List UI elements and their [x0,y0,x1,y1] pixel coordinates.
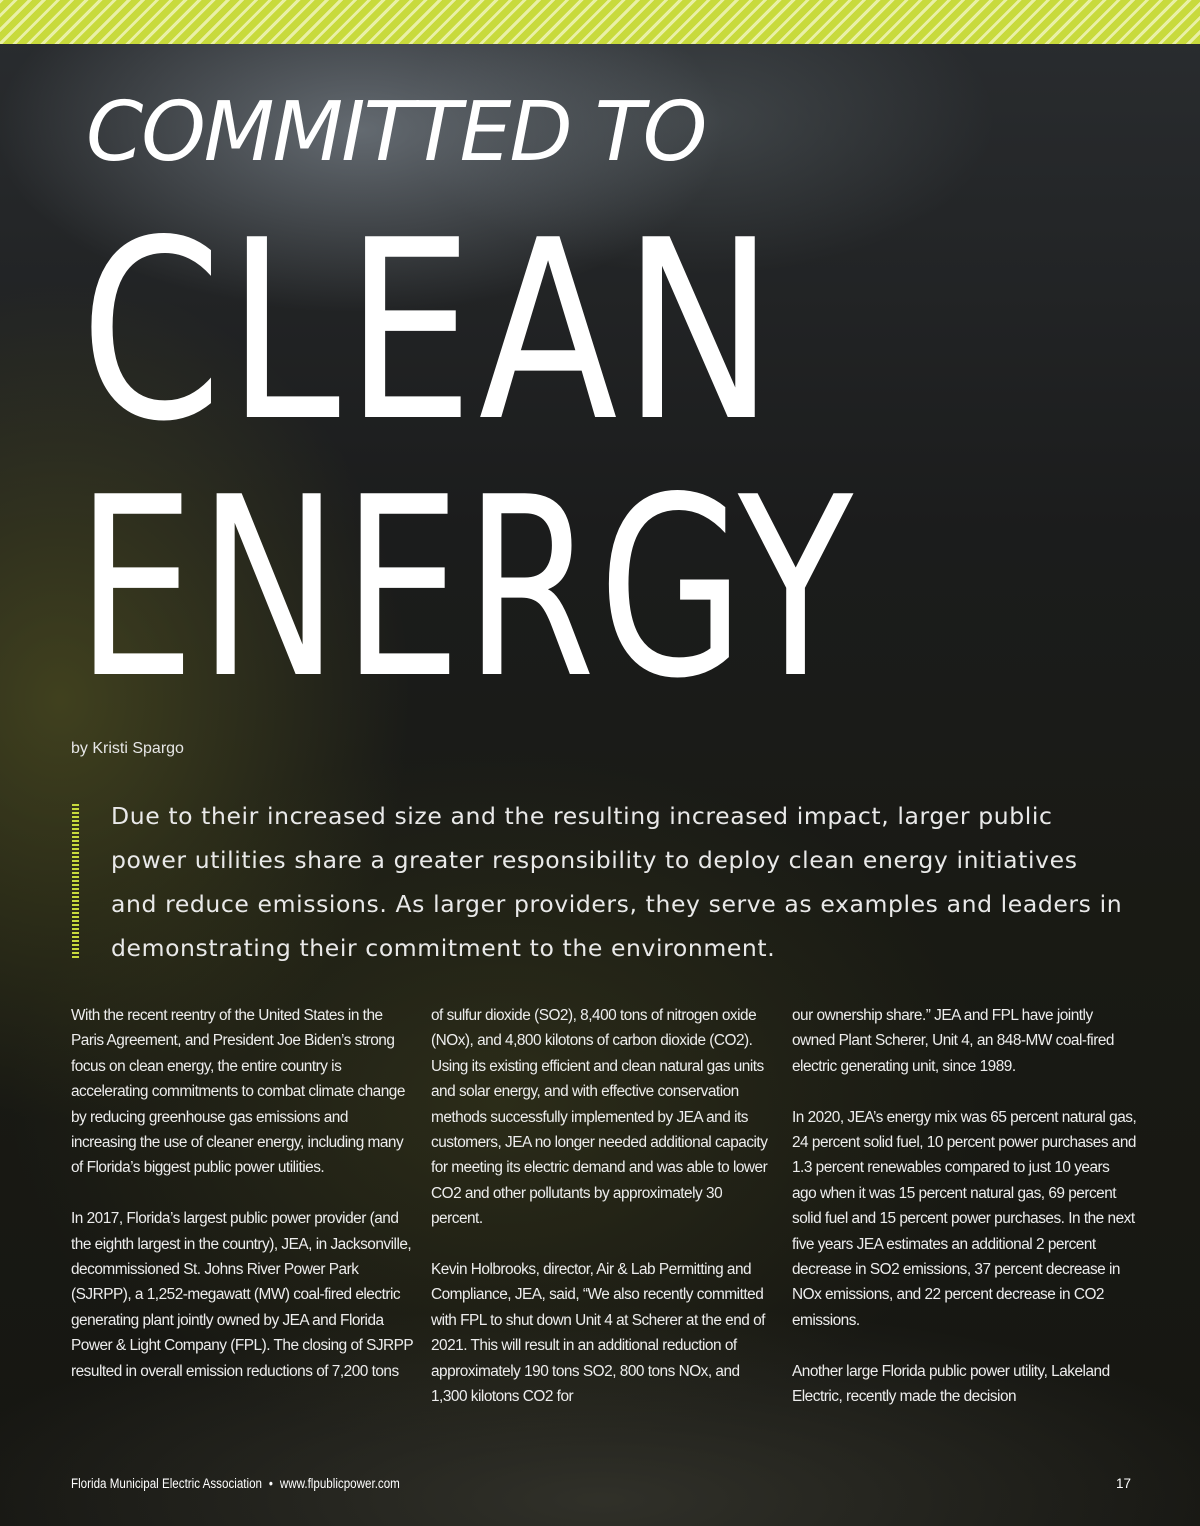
page-footer [71,1476,400,1491]
body-paragraph: our ownership share.” JEA and FPL have jointly owned Plant Scherer, Unit 4, an 848-MW coal-fired electric generating unit, since 1989. [792,1007,1114,1075]
page-number: 17 [1116,1476,1132,1491]
body-paragraph: In 2017, Florida’s largest public power provider (and the eighth largest in the country), JEA, in Jacksonville, decommissioned St. Johns River Power Park (SJRPP), a 1,252-megawatt (MW) coal-fired electric generating plant jointly owned by JEA and Florida Power & Light Company (FPL). The closing of SJRPP resulted in overall emission reductions of 7,200 tons [71,1210,413,1380]
intro-paragraph: Due to their increased size and the resulting increased impact, larger public power utilities share a greater responsibility to deploy clean energy initiatives and reduce emissions. As larger providers, they serve as examples and leaders in demonstrating their commitment to the environment. [111,802,1123,962]
decorative-stripe-band [0,0,1200,44]
body-paragraph: Kevin Holbrooks, director, Air & Lab Permitting and Compliance, JEA, said, “We also recently committed with FPL to shut down Unit 4 at Scherer at the end of 2021. This will result in an additional reduction of approximately 190 tons SO2, 800 tons NOx, and 1,300 kilotons CO2 for [431,1261,765,1406]
title-line-energy: ENERGY [76,445,857,733]
body-paragraph: With the recent reentry of the United States in the Paris Agreement, and President Joe Biden’s strong focus on clean energy, the entire country is accelerating commitments to combat climate change by reducing greenhouse gas emissions and increasing the use of cleaner energy, including many of Florida’s biggest public power utilities. [71,1007,405,1177]
body-paragraph: of sulfur dioxide (SO2), 8,400 tons of nitrogen oxide (NOx), and 4,800 kilotons of carbon dioxide (CO2). Using its existing efficient and clean natural gas units and solar energy, and with effective conservation methods successfully implemented by JEA and its customers, JEA no longer needed additional capacity for meeting its electric demand and was able to lower CO2 and other pollutants by approximately 30 percent. [431,1007,768,1228]
author-byline: by Kristi Spargo [71,740,184,757]
article-column-2 [431,1003,776,1435]
article-column-1 [71,1003,416,1409]
footer-website-link[interactable]: www.flpublicpower.com [279,1476,400,1491]
footer-separator: • [268,1476,273,1491]
title-line-clean: CLEAN [80,188,780,476]
footer-publisher: Florida Municipal Electric Association [71,1476,263,1491]
article-column-3 [792,1003,1137,1435]
body-paragraph: Another large Florida public power utility, Lakeland Electric, recently made the decision [792,1362,1110,1406]
title-kicker: COMMITTED TO [86,85,706,180]
intro-accent-bar [72,804,79,960]
body-paragraph: In 2020, JEA’s energy mix was 65 percent natural gas, 24 percent solid fuel, 10 percent power purchases and 1.3 percent renewables compared to just 10 years ago when it was 15 percent natural gas, 69 percent solid fuel and 15 percent power purchases. In the next five years JEA estimates an additional 2 percent decrease in SO2 emissions, 37 percent decrease in NOx emissions, and 22 percent decrease in CO2 emissions. [792,1108,1137,1329]
